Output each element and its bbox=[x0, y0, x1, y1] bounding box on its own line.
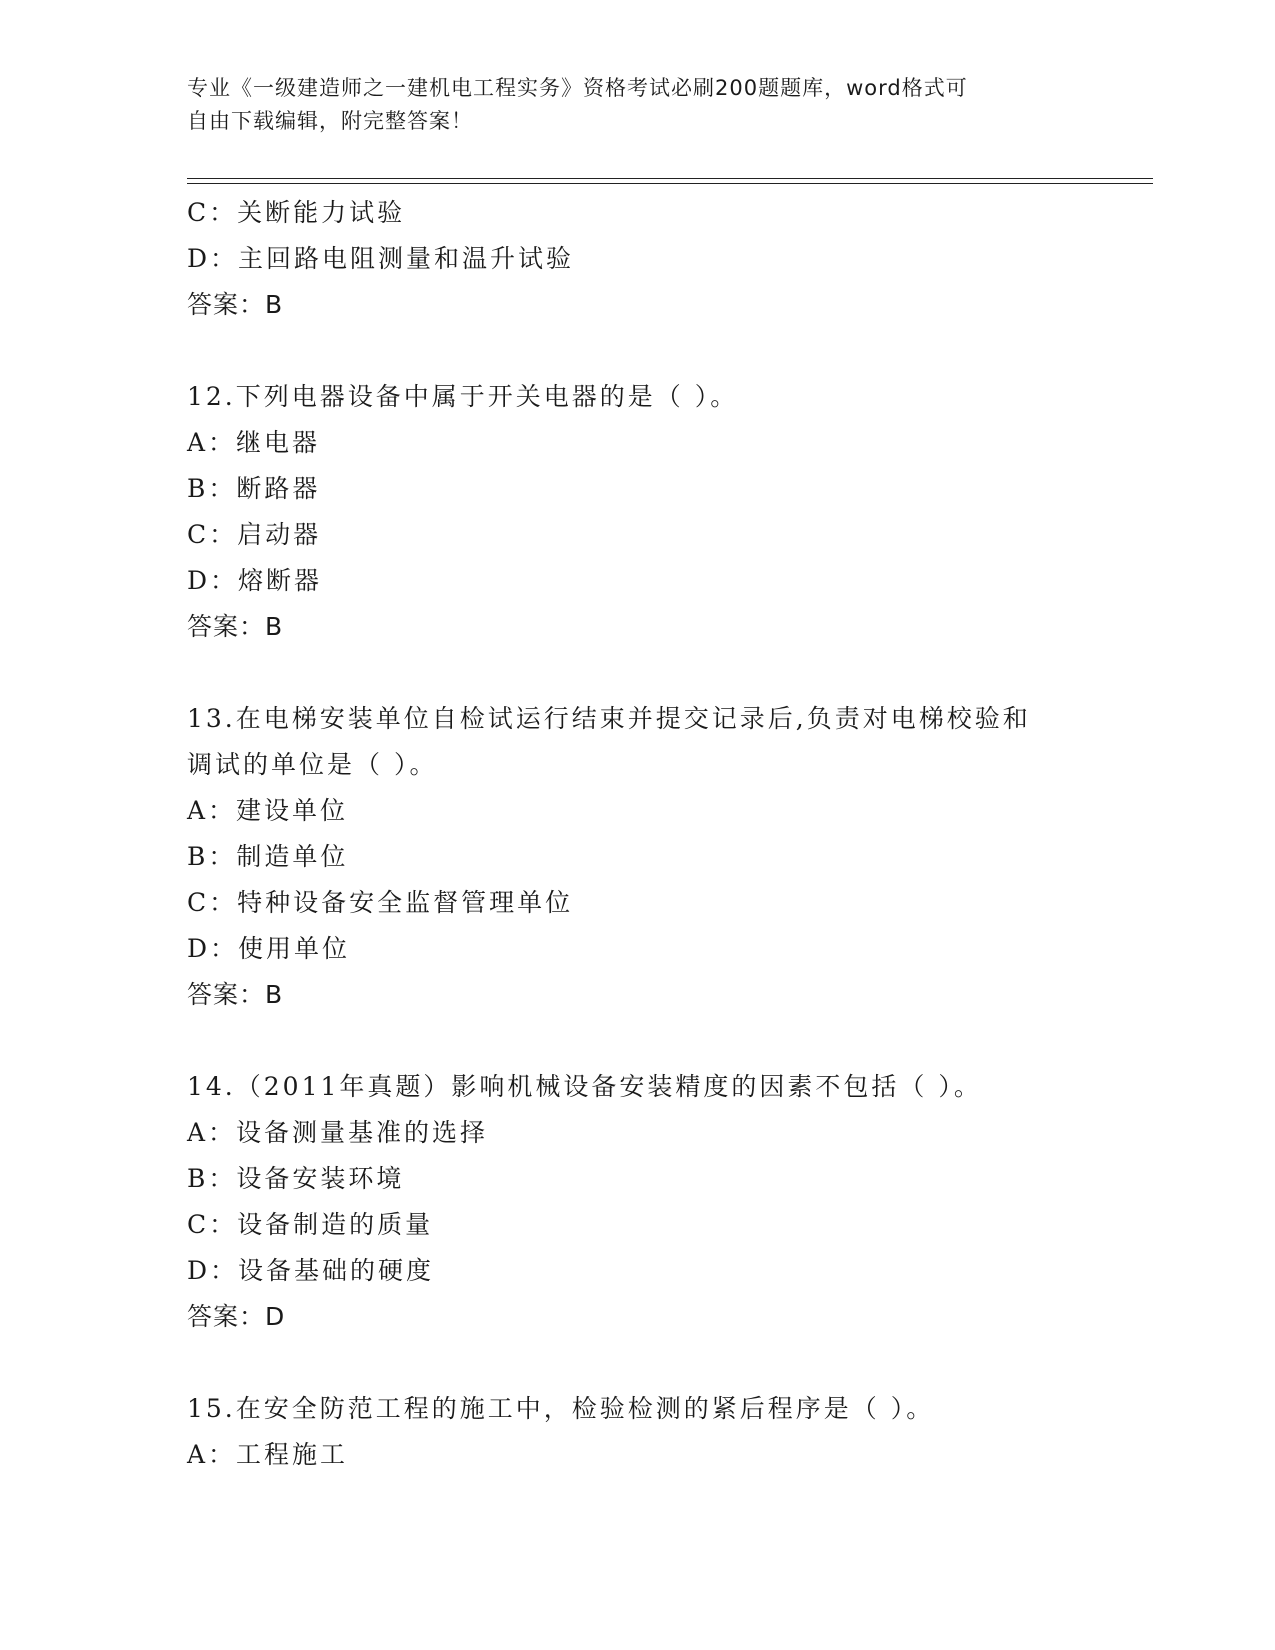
question-block bbox=[187, 1064, 1087, 1340]
question-line: B：设备安装环境 bbox=[187, 1164, 405, 1193]
question-line: D：设备基础的硬度 bbox=[187, 1256, 435, 1285]
header-line-2: 自由下载编辑，附完整答案！ bbox=[187, 109, 473, 133]
header-divider-top bbox=[187, 178, 1153, 179]
question-line: B：制造单位 bbox=[187, 842, 349, 871]
answer-line: 答案：B bbox=[187, 980, 284, 1009]
question-line: A：建设单位 bbox=[187, 796, 349, 825]
question-line: D：主回路电阻测量和温升试验 bbox=[187, 244, 575, 273]
answer-line: 答案：D bbox=[187, 1302, 286, 1331]
question-line: C：设备制造的质量 bbox=[187, 1210, 434, 1239]
question-block bbox=[187, 696, 1087, 1018]
header-line-1: 专业《一级建造师之一建机电工程实务》资格考试必刷200题题库，word格式可 bbox=[187, 76, 968, 100]
answer-line: 答案：B bbox=[187, 612, 284, 641]
block-spacer bbox=[187, 1018, 1087, 1064]
question-line: A：继电器 bbox=[187, 428, 321, 457]
question-stem: 13.在电梯安装单位自检试运行结束并提交记录后,负责对电梯校验和 bbox=[187, 704, 1031, 733]
document-header bbox=[187, 72, 1087, 138]
block-spacer bbox=[187, 650, 1087, 696]
question-block bbox=[187, 374, 1087, 650]
question-stem: 14.（2011年真题）影响机械设备安装精度的因素不包括（ ）。 bbox=[187, 1072, 982, 1101]
question-line: A：工程施工 bbox=[187, 1440, 349, 1469]
question-list bbox=[187, 190, 1087, 1478]
block-spacer bbox=[187, 328, 1087, 374]
question-stem: 15.在安全防范工程的施工中，检验检测的紧后程序是（ ）。 bbox=[187, 1394, 935, 1423]
question-line: 调试的单位是（ ）。 bbox=[187, 750, 438, 779]
question-line: D：熔断器 bbox=[187, 566, 323, 595]
block-spacer bbox=[187, 1340, 1087, 1386]
question-block bbox=[187, 1386, 1087, 1478]
question-block bbox=[187, 190, 1087, 328]
header-divider-bottom bbox=[187, 183, 1153, 184]
question-line: C：特种设备安全监督管理单位 bbox=[187, 888, 574, 917]
question-line: A：设备测量基准的选择 bbox=[187, 1118, 489, 1147]
question-line: C：启动器 bbox=[187, 520, 322, 549]
question-line: C：关断能力试验 bbox=[187, 198, 406, 227]
question-line: B：断路器 bbox=[187, 474, 321, 503]
answer-line: 答案：B bbox=[187, 290, 284, 319]
question-stem: 12.下列电器设备中属于开关电器的是（ ）。 bbox=[187, 382, 739, 411]
question-line: D：使用单位 bbox=[187, 934, 351, 963]
